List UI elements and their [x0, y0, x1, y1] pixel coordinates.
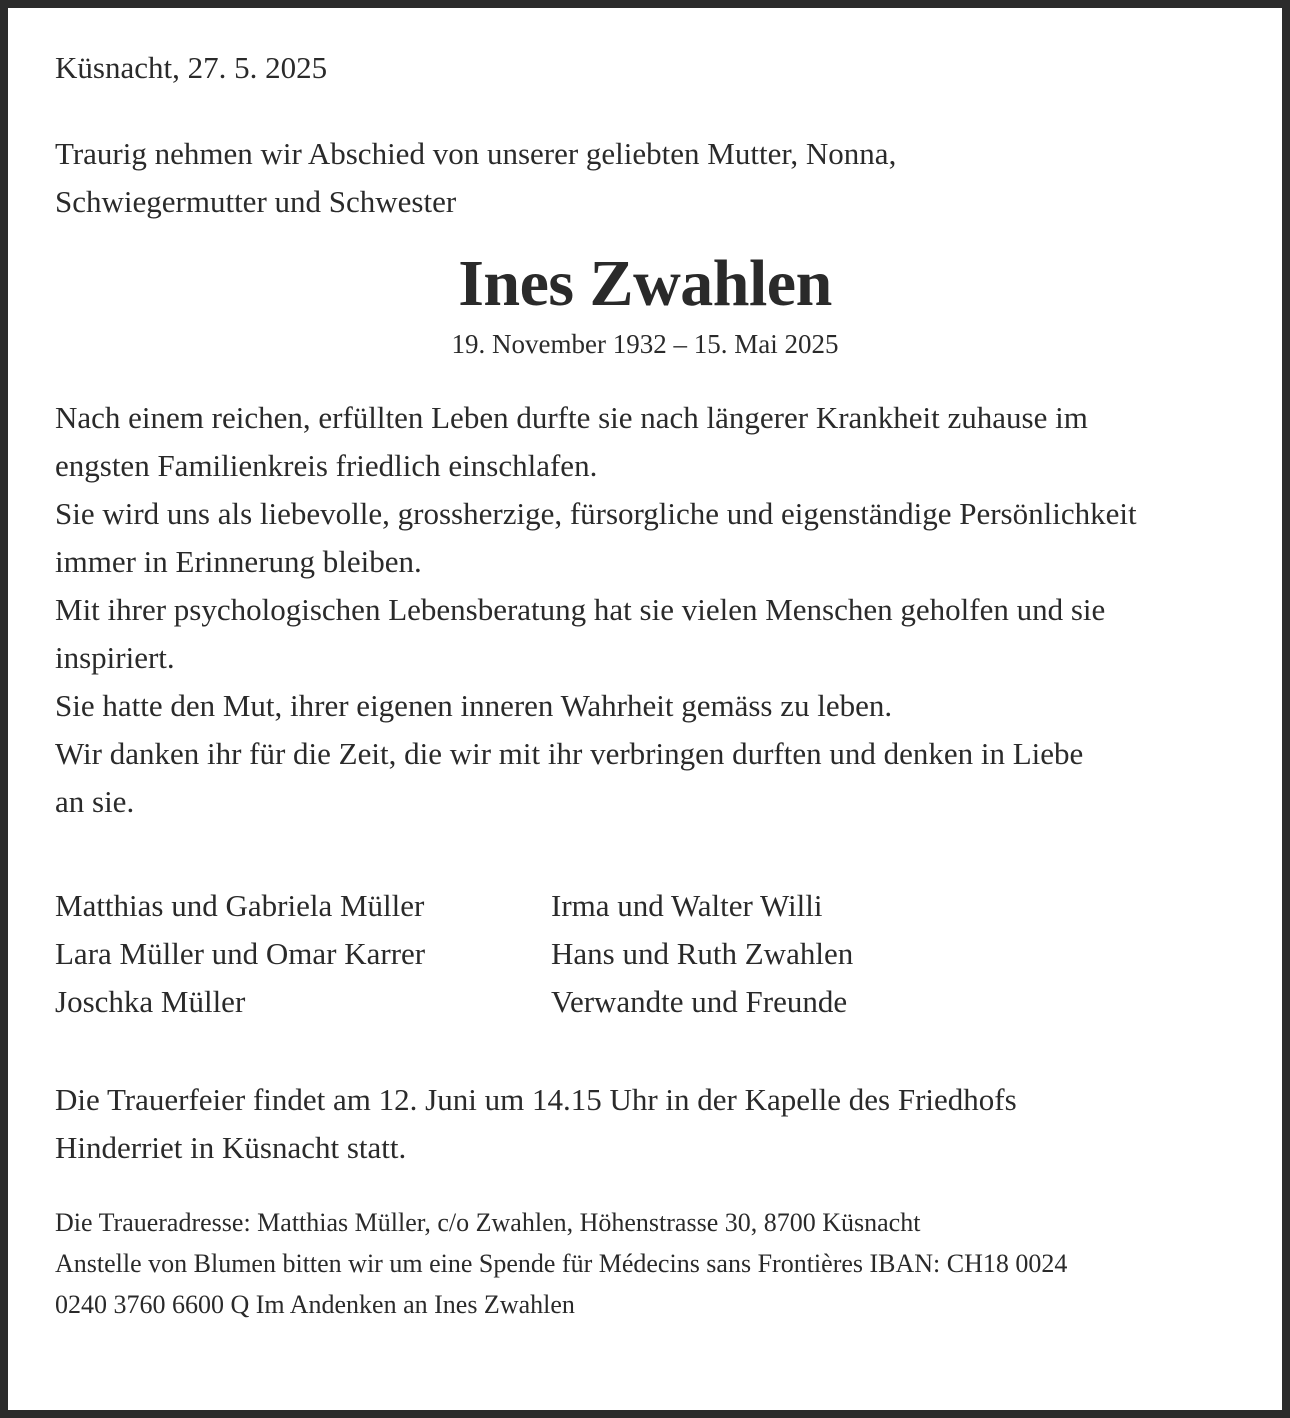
life-dates: 19. November 1932 – 15. Mai 2025 — [451, 329, 839, 359]
mourning-address: Die Traueradresse: Matthias Müller, c/o Zwahlen, Höhenstrasse 30, 8700 Küsnacht — [55, 1208, 921, 1237]
mourner-name: Joschka Müller — [55, 984, 246, 1019]
obituary-notice — [55, 48, 1235, 1325]
deceased-name: Ines Zwahlen — [458, 247, 832, 320]
ceremony-line: Hinderriet in Küsnacht statt. — [55, 1130, 407, 1165]
memorial-line: Sie wird uns als liebevolle, grossherzige, fürsorgliche und eigenständige Persönlichkeit — [55, 496, 1137, 531]
intro-line: Traurig nehmen wir Abschied von unserer geliebten Mutter, Nonna, — [55, 136, 897, 171]
mourner-name: Matthias und Gabriela Müller — [55, 888, 425, 923]
memorial-line: Sie hatte den Mut, ihrer eigenen inneren Wahrheit gemäss zu leben. — [55, 688, 893, 723]
ceremony-line: Die Trauerfeier findet am 12. Juni um 14.15 Uhr in der Kapelle des Friedhofs — [55, 1082, 1017, 1117]
memorial-text — [55, 394, 1235, 826]
mourners-list — [55, 882, 1235, 1026]
mourner-name: Irma und Walter Willi — [551, 888, 823, 923]
donation-line: 0240 3760 6600 Q Im Andenken an Ines Zwahlen — [55, 1290, 575, 1319]
memorial-line: Wir danken ihr für die Zeit, die wir mit ihr verbringen durften und denken in Liebe — [55, 736, 1084, 771]
address-donation-info — [55, 1202, 1235, 1325]
ceremony-info — [55, 1076, 1235, 1172]
mourners-column-left — [55, 882, 551, 1026]
mourner-name: Verwandte und Freunde — [551, 984, 848, 1019]
mourner-name: Hans und Ruth Zwahlen — [551, 936, 854, 971]
memorial-line: Nach einem reichen, erfüllten Leben durfte sie nach längerer Krankheit zuhause im — [55, 400, 1088, 435]
intro-line: Schwiegermutter und Schwester — [55, 184, 457, 219]
memorial-line: engsten Familienkreis friedlich einschlafen. — [55, 448, 598, 483]
memorial-line: an sie. — [55, 784, 135, 819]
mourners-column-right — [551, 882, 853, 1026]
memorial-line: Mit ihrer psychologischen Lebensberatung hat sie vielen Menschen geholfen und sie — [55, 592, 1106, 627]
donation-line: Anstelle von Blumen bitten wir um eine Spende für Médecins sans Frontières IBAN: CH18 0024 — [55, 1249, 1068, 1278]
memorial-line: inspiriert. — [55, 640, 175, 675]
mourner-name: Lara Müller und Omar Karrer — [55, 936, 426, 971]
intro-text — [55, 130, 1235, 226]
place-date: Küsnacht, 27. 5. 2025 — [55, 50, 328, 85]
memorial-line: immer in Erinnerung bleiben. — [55, 544, 422, 579]
